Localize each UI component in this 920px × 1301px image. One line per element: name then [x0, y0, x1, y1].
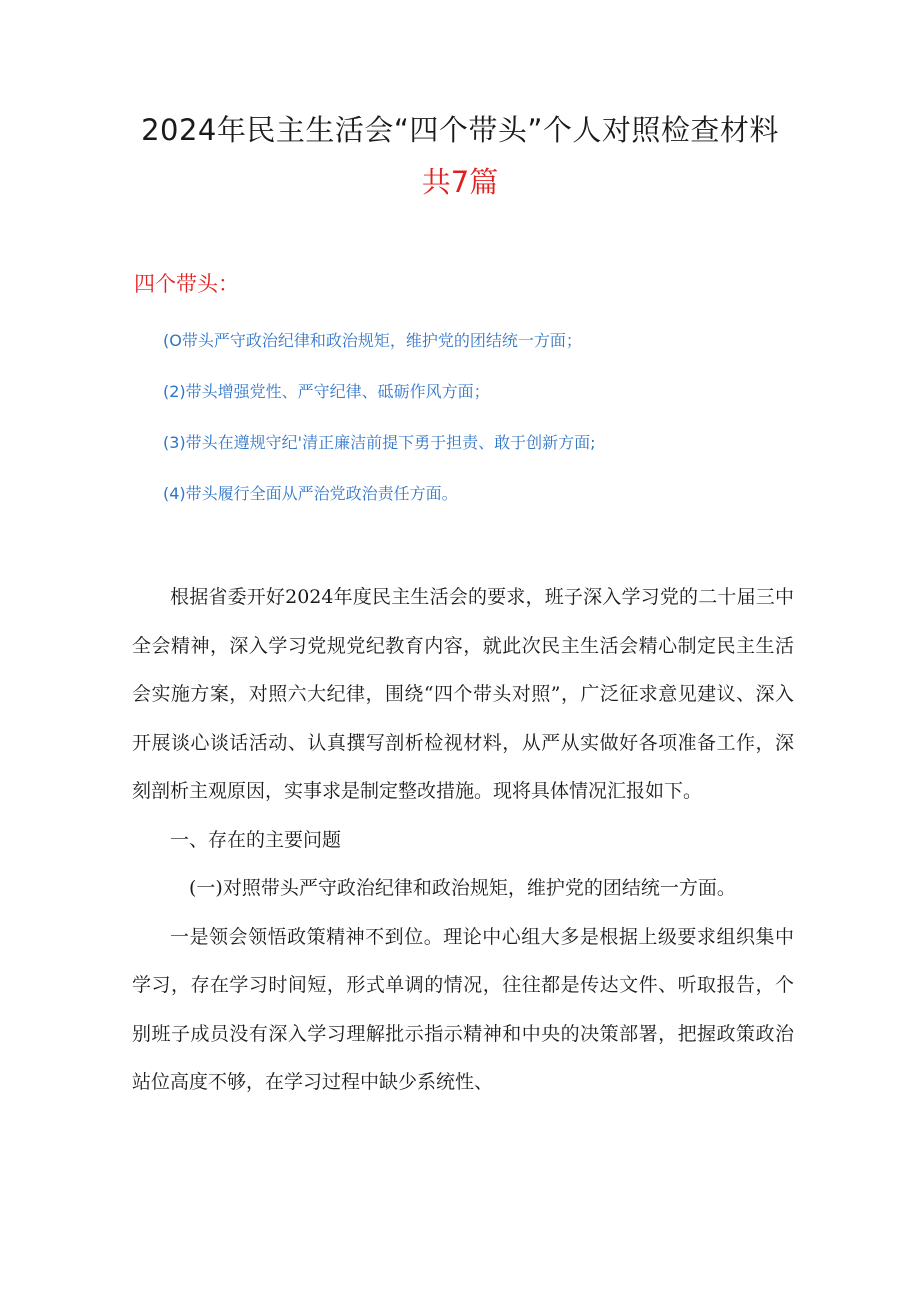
document-title: 2024年民主生活会“四个带头”个人对照检查材料 [141, 113, 779, 147]
subsection-title-1: (一)对照带头严守政治纪律和政治规矩，维护党的团结统一方面。 [189, 877, 736, 899]
point-item-2: (2)带头增强党性、严守纪律、砥砺作风方面； [163, 382, 490, 401]
section-title-problems: 一、存在的主要问题 [170, 828, 342, 851]
section-heading: 四个带头： [134, 272, 239, 296]
body-paragraph-1: 一是领会领悟政策精神不到位。理论中心组大多是根据上级要求组织集中学习，存在学习时间短，形式单调的情况，往往都是传达文件、听取报告，个别班子成员没有深入学习理解批示指示精神和中央的决策部署，把握政策政治站位高度不够，在学习过程中缺少系统性、 [132, 925, 794, 1093]
document-subtitle: 共7篇 [421, 165, 499, 199]
point-item-4: (4)带头履行全面从严治党政治责任方面。 [163, 484, 458, 503]
document-body [132, 573, 794, 1107]
points-list [163, 330, 595, 534]
point-item-3: (3)带头在遵规守纪'清正廉洁前提下勇于担责、敢于创新方面; [163, 433, 596, 452]
intro-paragraph: 根据省委开好2024年度民主生活会的要求，班子深入学习党的二十届三中全会精神，深入学习党规党纪教育内容，就此次民主生活会精心制定民主生活会实施方案，对照六大纪律，围绕“四个带头对照”，广泛征求意见建议、深入开展谈心谈话活动、认真撰写剖析检视材料，从严从实做好各项准备工作，深刻剖析主观原因，实事求是制定整改措施。现将具体情况汇报如下。 [132, 586, 794, 802]
point-item-1: (O带头严守政治纪律和政治规矩，维护党的团结统一方面； [163, 331, 582, 350]
